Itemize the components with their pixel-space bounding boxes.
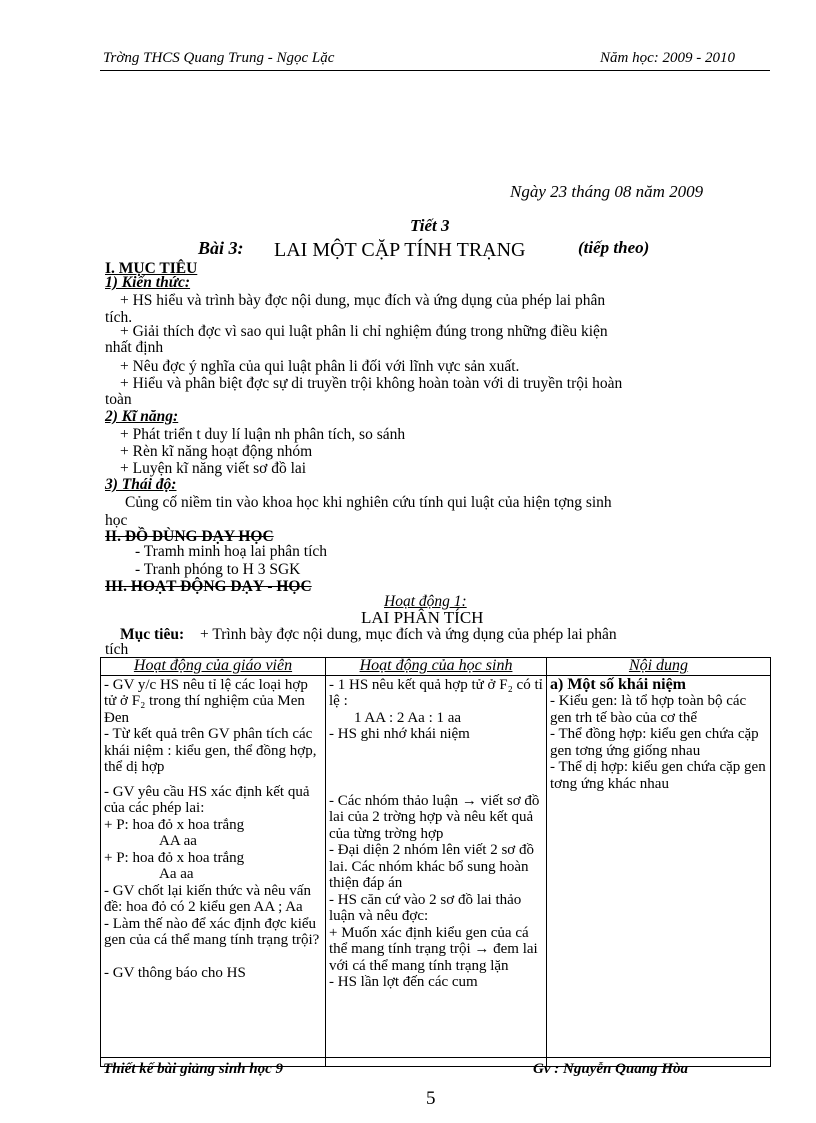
content-line: - Kiểu gen: là tổ hợp toàn bộ các gen trh tế bào của cơ thể — [550, 693, 747, 726]
knowledge-heading: 1) Kiến thức: — [105, 274, 191, 291]
teacher-line: AA aa — [159, 833, 197, 849]
header-rule — [100, 70, 770, 71]
student-spacer — [329, 743, 543, 793]
teacher-line: Aa aa — [159, 866, 194, 882]
knowledge-line: + Hiểu và phân biệt đợc sự di truyền trội không hoàn toàn với di truyền trội hoàn — [120, 375, 623, 392]
teacher-line: - Làm thế nào để xác định đợc kiểu gen của cá thể mang tính trạng trội? — [104, 915, 320, 948]
student-line: - Các nhóm thảo luận → viết sơ đồ lai của 2 trờng hợp và nêu kết quả của từng trờng hợp — [329, 792, 540, 842]
attitude-line: học — [105, 512, 128, 529]
teacher-line: - GV thông báo cho HS — [104, 964, 246, 981]
lesson-title: LAI MỘT CẶP TÍNH TRẠNG — [274, 239, 526, 261]
teacher-line: + P: hoa đỏ x hoa trắng — [104, 849, 245, 866]
teacher-line: + P: hoa đỏ x hoa trắng — [104, 816, 245, 833]
goal-line: + Trình bày đợc nội dung, mục đích và ứng dụng của phép lai phân — [200, 626, 617, 643]
teacher-line: - GV yêu cầu HS xác định kết quả của các phép lai: — [104, 783, 310, 816]
lesson-period: Tiết 3 — [410, 216, 450, 235]
student-column-header: Hoạt động của học sinh — [326, 658, 547, 676]
content-column-header: Nội dung — [547, 658, 771, 676]
student-line: - HS lần lợt đến các cum — [329, 974, 478, 990]
section-materials-heading: II. ĐỒ DÙNG DẠY HỌC — [105, 528, 274, 545]
student-line: - HS ghi nhớ khái niệm — [329, 726, 470, 742]
attitude-heading: 3) Thái độ: — [105, 476, 177, 493]
student-line: - 1 HS nêu kết quả hợp tử ở F₂ có tỉ lệ : — [329, 676, 543, 709]
header-school: Trờng THCS Quang Trung - Ngọc Lặc — [103, 50, 335, 66]
knowledge-line: tích. — [105, 309, 133, 326]
lesson-subtitle: (tiếp theo) — [578, 238, 650, 257]
table-header-row — [101, 658, 771, 676]
teacher-activity-cell — [101, 675, 326, 1066]
header-year: Năm học: 2009 - 2010 — [600, 50, 735, 66]
knowledge-line: + Giải thích đợc vì sao qui luật phân li chỉ nghiệm đúng trong những điều kiện — [120, 323, 608, 340]
section-activities-heading: III. HOẠT ĐỘNG DẠY - HỌC — [105, 578, 312, 595]
skills-heading: 2) Kĩ năng: — [105, 408, 179, 425]
teacher-line: - GV chốt lại kiến thức và nêu vấn đề: hoa đỏ có 2 kiểu gen AA ; Aa — [104, 882, 311, 915]
attitude-line: Củng cố niềm tin vào khoa học khi nghiên cứu tính qui luật của hiện tợng sinh — [125, 494, 612, 511]
footer-rule — [100, 1057, 770, 1058]
content-cell — [547, 675, 771, 1066]
content-heading: a) Một số khái niệm — [550, 675, 686, 693]
teacher-column-header: Hoạt động của giáo viên — [101, 658, 326, 676]
skills-line: + Rèn kĩ năng hoạt động nhóm — [120, 443, 313, 460]
teacher-line — [104, 949, 322, 965]
materials-item: - Tramh minh hoạ lai phân tích — [135, 543, 328, 560]
knowledge-line: + HS hiểu và trình bày đợc nội dung, mục đích và ứng dụng của phép lai phân — [120, 292, 606, 309]
content-line: - Thể dị hợp: kiểu gen chứa cặp gen tơng ứng khác nhau — [550, 759, 766, 792]
page-number: 5 — [426, 1088, 436, 1109]
knowledge-line: + Nêu đợc ý nghĩa của qui luật phân li đối với lĩnh vực sản xuất. — [120, 358, 520, 375]
content-line: - Thể đồng hợp: kiểu gen chứa cặp gen tơng ứng giống nhau — [550, 726, 759, 759]
goal-label: Mục tiêu: — [120, 626, 185, 643]
student-line: 1 AA : 2 Aa : 1 aa — [354, 709, 462, 726]
footer-right: Gv : Nguyễn Quang Hòa — [533, 1061, 689, 1077]
student-line: - Đại diện 2 nhóm lên viết 2 sơ đồ lai. Các nhóm khác bổ sung hoàn thiện đáp án — [329, 842, 534, 891]
teacher-line: - Từ kết quả trên GV phân tích các khái niệm : kiểu gen, thể đồng hợp, thể dị hợp — [104, 726, 317, 775]
skills-line: + Phát triển t duy lí luận nh phân tích, so sánh — [120, 426, 406, 443]
knowledge-line: nhất định — [105, 339, 164, 356]
teacher-line: - GV y/c HS nêu tỉ lệ các loại hợp tử ở F₂ trong thí nghiệm của Men Đen — [104, 676, 308, 726]
section-objectives-heading: I. MỤC TIÊU — [105, 260, 198, 277]
lesson-number: Bài 3: — [198, 238, 244, 258]
lesson-date: Ngày 23 tháng 08 năm 2009 — [510, 182, 704, 201]
student-activity-cell — [326, 675, 547, 1066]
activity-title: LAI PHÂN TÍCH — [361, 608, 484, 627]
student-line: + Muốn xác định kiểu gen của cá thể mang tính trạng trội → đem lai với cá thể mang tính trạng lặn — [329, 924, 538, 974]
materials-item: - Tranh phóng to H 3 SGK — [135, 561, 301, 578]
knowledge-line: toàn — [105, 391, 132, 408]
activity-table — [100, 657, 771, 1067]
skills-line: + Luyện kĩ năng viết sơ đồ lai — [120, 460, 307, 477]
table-row — [101, 675, 771, 1066]
footer-left: Thiết kế bài giảng sinh học 9 — [103, 1061, 284, 1077]
student-line: - HS căn cứ vào 2 sơ đồ lai thảo luận và nêu đợc: — [329, 891, 522, 924]
goal-line: tích — [105, 641, 129, 658]
activity-label: Hoạt động 1: — [384, 593, 467, 610]
